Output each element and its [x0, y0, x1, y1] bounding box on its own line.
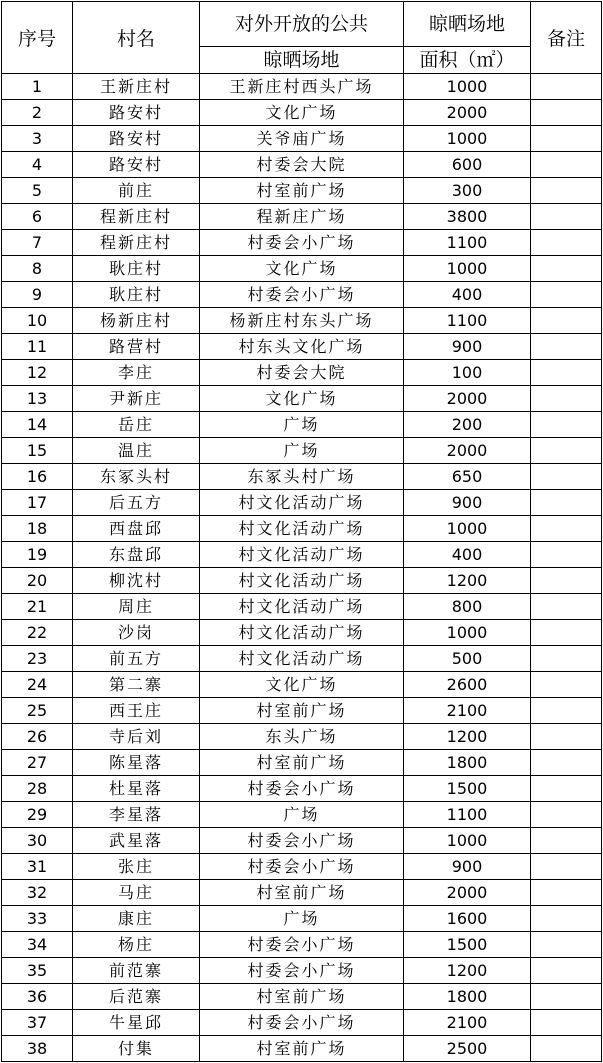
cell-site: 村文化活动广场	[200, 594, 404, 620]
table-row	[2, 256, 602, 282]
cell-village: 武星落	[73, 828, 200, 854]
cell-area: 1000	[404, 620, 531, 646]
table-header	[2, 2, 602, 74]
cell-seq: 17	[2, 490, 73, 516]
table-row	[2, 282, 602, 308]
cell-site: 文化广场	[200, 386, 404, 412]
cell-note	[531, 1010, 602, 1036]
cell-note	[531, 386, 602, 412]
cell-site: 文化广场	[200, 256, 404, 282]
cell-area: 1600	[404, 906, 531, 932]
cell-note	[531, 308, 602, 334]
table-row	[2, 230, 602, 256]
cell-area: 1000	[404, 74, 531, 100]
cell-village: 路安村	[73, 126, 200, 152]
cell-village: 杨庄	[73, 932, 200, 958]
cell-note	[531, 854, 602, 880]
table-row	[2, 646, 602, 672]
cell-village: 陈星落	[73, 750, 200, 776]
cell-note	[531, 204, 602, 230]
cell-village: 张庄	[73, 854, 200, 880]
cell-note	[531, 698, 602, 724]
cell-note	[531, 932, 602, 958]
cell-area: 500	[404, 646, 531, 672]
cell-village: 李庄	[73, 360, 200, 386]
cell-site: 村室前广场	[200, 178, 404, 204]
cell-village: 康庄	[73, 906, 200, 932]
cell-seq: 6	[2, 204, 73, 230]
cell-seq: 16	[2, 464, 73, 490]
header-site-line1: 对外开放的公共	[200, 2, 403, 47]
cell-note	[531, 672, 602, 698]
table-row	[2, 984, 602, 1010]
table-row	[2, 906, 602, 932]
cell-village: 程新庄村	[73, 230, 200, 256]
cell-village: 王新庄村	[73, 74, 200, 100]
cell-site: 文化广场	[200, 100, 404, 126]
cell-seq: 23	[2, 646, 73, 672]
cell-village: 温庄	[73, 438, 200, 464]
cell-note	[531, 620, 602, 646]
table-row	[2, 958, 602, 984]
cell-note	[531, 880, 602, 906]
cell-area: 2500	[404, 1036, 531, 1062]
cell-site: 村委会大院	[200, 152, 404, 178]
cell-seq: 9	[2, 282, 73, 308]
cell-note	[531, 984, 602, 1010]
table-row	[2, 802, 602, 828]
cell-note	[531, 126, 602, 152]
cell-note	[531, 828, 602, 854]
header-village: 村名	[73, 2, 200, 74]
cell-village: 耿庄村	[73, 282, 200, 308]
cell-site: 村文化活动广场	[200, 542, 404, 568]
cell-area: 600	[404, 152, 531, 178]
cell-area: 1000	[404, 516, 531, 542]
table-row	[2, 438, 602, 464]
cell-seq: 13	[2, 386, 73, 412]
cell-seq: 5	[2, 178, 73, 204]
table-row	[2, 152, 602, 178]
cell-village: 路营村	[73, 334, 200, 360]
cell-site: 东冢头村广场	[200, 464, 404, 490]
cell-village: 杜星落	[73, 776, 200, 802]
cell-site: 广场	[200, 438, 404, 464]
table-row	[2, 126, 602, 152]
cell-area: 400	[404, 282, 531, 308]
cell-area: 1200	[404, 958, 531, 984]
cell-village: 东盘邱	[73, 542, 200, 568]
cell-seq: 21	[2, 594, 73, 620]
cell-seq: 11	[2, 334, 73, 360]
cell-note	[531, 464, 602, 490]
cell-site: 村委会小广场	[200, 854, 404, 880]
cell-village: 岳庄	[73, 412, 200, 438]
cell-note	[531, 282, 602, 308]
cell-seq: 27	[2, 750, 73, 776]
cell-area: 2000	[404, 386, 531, 412]
cell-site: 程新庄广场	[200, 204, 404, 230]
cell-seq: 14	[2, 412, 73, 438]
cell-site: 村室前广场	[200, 1036, 404, 1062]
table-row	[2, 568, 602, 594]
cell-village: 周庄	[73, 594, 200, 620]
cell-site: 村室前广场	[200, 698, 404, 724]
header-note: 备注	[531, 2, 602, 74]
cell-seq: 36	[2, 984, 73, 1010]
cell-note	[531, 152, 602, 178]
table-row	[2, 828, 602, 854]
table-row	[2, 308, 602, 334]
table-body	[2, 74, 602, 1062]
cell-note	[531, 646, 602, 672]
cell-area: 300	[404, 178, 531, 204]
cell-area: 1800	[404, 750, 531, 776]
cell-note	[531, 178, 602, 204]
cell-note	[531, 958, 602, 984]
table-row	[2, 1036, 602, 1062]
table-row	[2, 204, 602, 230]
cell-seq: 12	[2, 360, 73, 386]
cell-seq: 15	[2, 438, 73, 464]
cell-site: 村委会小广场	[200, 828, 404, 854]
table-row	[2, 750, 602, 776]
cell-seq: 34	[2, 932, 73, 958]
cell-area: 900	[404, 490, 531, 516]
table-row	[2, 516, 602, 542]
cell-note	[531, 750, 602, 776]
cell-site: 村委会大院	[200, 360, 404, 386]
cell-seq: 19	[2, 542, 73, 568]
cell-area: 1500	[404, 776, 531, 802]
cell-seq: 4	[2, 152, 73, 178]
cell-site: 村文化活动广场	[200, 516, 404, 542]
cell-site: 村委会小广场	[200, 958, 404, 984]
cell-village: 杨新庄村	[73, 308, 200, 334]
header-area	[404, 2, 531, 74]
cell-site: 村文化活动广场	[200, 490, 404, 516]
cell-area: 1000	[404, 126, 531, 152]
cell-site: 王新庄村西头广场	[200, 74, 404, 100]
cell-site: 杨新庄村东头广场	[200, 308, 404, 334]
table-row	[2, 464, 602, 490]
header-area-line2: 面积（㎡）	[419, 49, 515, 71]
cell-note	[531, 360, 602, 386]
cell-seq: 26	[2, 724, 73, 750]
cell-village: 前五方	[73, 646, 200, 672]
cell-note	[531, 230, 602, 256]
cell-area: 2100	[404, 698, 531, 724]
cell-village: 马庄	[73, 880, 200, 906]
cell-note	[531, 594, 602, 620]
cell-seq: 37	[2, 1010, 73, 1036]
cell-note	[531, 802, 602, 828]
cell-village: 寺后刘	[73, 724, 200, 750]
cell-site: 广场	[200, 802, 404, 828]
cell-note	[531, 256, 602, 282]
table-row	[2, 74, 602, 100]
cell-seq: 1	[2, 74, 73, 100]
cell-village: 东冢头村	[73, 464, 200, 490]
cell-site: 文化广场	[200, 672, 404, 698]
cell-seq: 24	[2, 672, 73, 698]
cell-note	[531, 334, 602, 360]
cell-area: 400	[404, 542, 531, 568]
table-row	[2, 724, 602, 750]
cell-note	[531, 438, 602, 464]
cell-area: 1000	[404, 256, 531, 282]
header-site	[200, 2, 404, 74]
cell-note	[531, 100, 602, 126]
cell-area: 2600	[404, 672, 531, 698]
cell-area: 800	[404, 594, 531, 620]
header-seq: 序号	[2, 2, 73, 74]
cell-site: 村室前广场	[200, 880, 404, 906]
cell-site: 村文化活动广场	[200, 646, 404, 672]
cell-seq: 22	[2, 620, 73, 646]
table-row	[2, 386, 602, 412]
table-row	[2, 594, 602, 620]
cell-village: 前范寨	[73, 958, 200, 984]
cell-village: 牛星邱	[73, 1010, 200, 1036]
cell-seq: 30	[2, 828, 73, 854]
cell-area: 200	[404, 412, 531, 438]
cell-area: 650	[404, 464, 531, 490]
table-row	[2, 880, 602, 906]
cell-site: 村东头文化广场	[200, 334, 404, 360]
cell-area: 900	[404, 334, 531, 360]
cell-village: 程新庄村	[73, 204, 200, 230]
cell-site: 村文化活动广场	[200, 568, 404, 594]
cell-note	[531, 906, 602, 932]
cell-area: 2000	[404, 438, 531, 464]
cell-seq: 10	[2, 308, 73, 334]
cell-site: 村室前广场	[200, 750, 404, 776]
cell-site: 村文化活动广场	[200, 620, 404, 646]
cell-village: 沙岗	[73, 620, 200, 646]
cell-note	[531, 516, 602, 542]
cell-seq: 20	[2, 568, 73, 594]
drying-sites-table	[1, 1, 602, 1062]
cell-village: 西王庄	[73, 698, 200, 724]
table-row	[2, 360, 602, 386]
cell-village: 付集	[73, 1036, 200, 1062]
cell-village: 后五方	[73, 490, 200, 516]
cell-site: 广场	[200, 412, 404, 438]
cell-note	[531, 74, 602, 100]
table-row	[2, 334, 602, 360]
table-row	[2, 698, 602, 724]
cell-area: 1200	[404, 568, 531, 594]
cell-site: 东头广场	[200, 724, 404, 750]
cell-site: 关爷庙广场	[200, 126, 404, 152]
cell-village: 西盘邱	[73, 516, 200, 542]
cell-note	[531, 542, 602, 568]
cell-seq: 18	[2, 516, 73, 542]
cell-site: 村委会小广场	[200, 776, 404, 802]
cell-area: 2000	[404, 100, 531, 126]
cell-village: 前庄	[73, 178, 200, 204]
cell-area: 1000	[404, 828, 531, 854]
cell-seq: 38	[2, 1036, 73, 1062]
cell-note	[531, 724, 602, 750]
table-row	[2, 620, 602, 646]
cell-village: 李星落	[73, 802, 200, 828]
table-row	[2, 542, 602, 568]
cell-village: 第二寨	[73, 672, 200, 698]
cell-area: 900	[404, 854, 531, 880]
cell-site: 村委会小广场	[200, 1010, 404, 1036]
cell-area: 1100	[404, 230, 531, 256]
cell-seq: 35	[2, 958, 73, 984]
cell-seq: 8	[2, 256, 73, 282]
cell-seq: 25	[2, 698, 73, 724]
cell-site: 村委会小广场	[200, 932, 404, 958]
cell-village: 路安村	[73, 152, 200, 178]
cell-seq: 32	[2, 880, 73, 906]
cell-seq: 33	[2, 906, 73, 932]
cell-area: 1100	[404, 802, 531, 828]
cell-note	[531, 412, 602, 438]
table-row	[2, 178, 602, 204]
cell-area: 1500	[404, 932, 531, 958]
cell-site: 村委会小广场	[200, 230, 404, 256]
cell-seq: 28	[2, 776, 73, 802]
table-row	[2, 776, 602, 802]
cell-seq: 3	[2, 126, 73, 152]
table-row	[2, 412, 602, 438]
table-row	[2, 1010, 602, 1036]
table-row	[2, 490, 602, 516]
cell-seq: 2	[2, 100, 73, 126]
cell-note	[531, 1036, 602, 1062]
cell-village: 柳沈村	[73, 568, 200, 594]
cell-seq: 29	[2, 802, 73, 828]
cell-seq: 7	[2, 230, 73, 256]
cell-area: 1100	[404, 308, 531, 334]
cell-village: 后范寨	[73, 984, 200, 1010]
cell-village: 尹新庄	[73, 386, 200, 412]
header-site-line2: 晾晒场地	[263, 49, 340, 71]
cell-note	[531, 490, 602, 516]
cell-village: 耿庄村	[73, 256, 200, 282]
cell-area: 1200	[404, 724, 531, 750]
cell-site: 广场	[200, 906, 404, 932]
cell-note	[531, 568, 602, 594]
table-row	[2, 672, 602, 698]
cell-seq: 31	[2, 854, 73, 880]
table-row	[2, 854, 602, 880]
cell-note	[531, 776, 602, 802]
cell-area: 3800	[404, 204, 531, 230]
cell-area: 2000	[404, 880, 531, 906]
cell-area: 2100	[404, 1010, 531, 1036]
table-row	[2, 932, 602, 958]
cell-site: 村委会小广场	[200, 282, 404, 308]
cell-village: 路安村	[73, 100, 200, 126]
cell-area: 1800	[404, 984, 531, 1010]
cell-site: 村室前广场	[200, 984, 404, 1010]
header-area-line1: 晾晒场地	[404, 2, 530, 47]
table-row	[2, 100, 602, 126]
cell-area: 100	[404, 360, 531, 386]
